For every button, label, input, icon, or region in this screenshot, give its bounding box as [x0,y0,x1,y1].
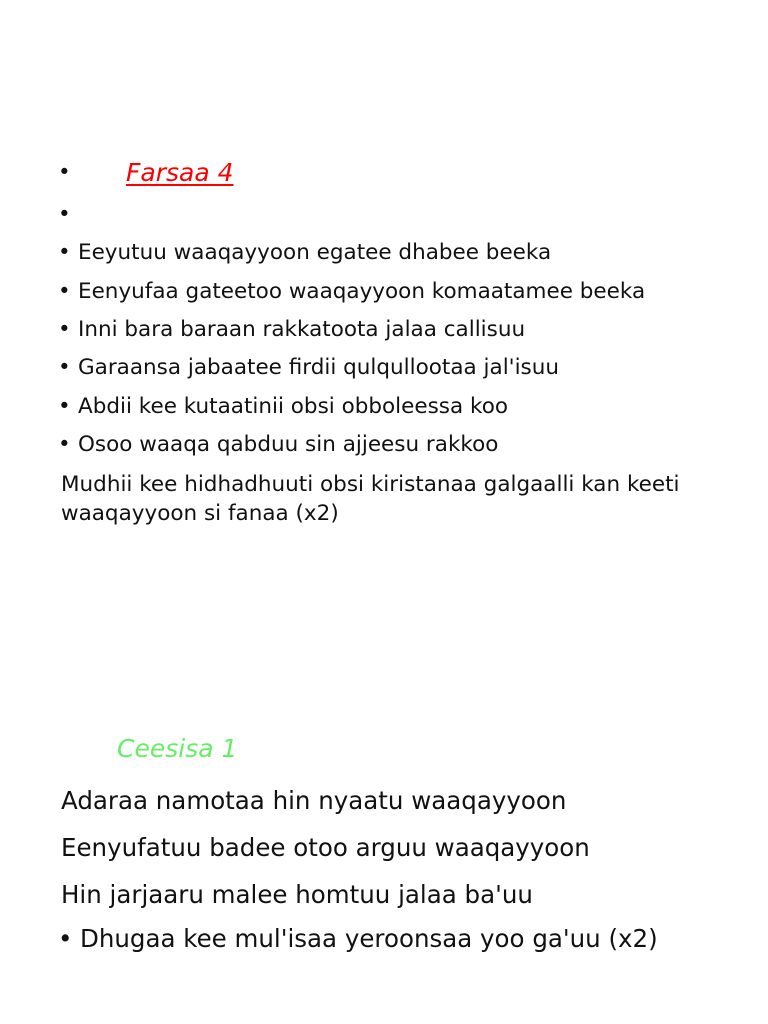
verse-line: Eeyutuu waaqayyoon egatee dhabee beeka [78,240,552,265]
bullet-marker: • [58,317,71,342]
verse-line: Garaansa jabaatee firdii qulqullootaa jal'isuu [78,355,560,380]
verse-closing: Mudhii kee hidhadhuuti obsi kiristanaa galgaalli kan keeti waaqayyoon si fanaa (x2) [61,472,680,526]
chorus-line: Adaraa namotaa hin nyaatu waaqayyoon [61,786,567,815]
verse-line: Osoo waaqa qabduu sin ajjeesu rakkoo [78,432,499,457]
verse-line: Eenyufaa gateetoo waaqayyoon komaatamee beeka [78,279,646,304]
bullet-marker-empty: • [58,202,71,227]
chorus-line: Eenyufatuu badee otoo arguu waaqayyoon [61,833,590,862]
verse-line: Inni bara baraan rakkatoota jalaa callisuu [78,317,526,342]
bullet-marker: • [58,924,73,953]
section-heading-farsaa: Farsaa 4 [126,158,234,187]
verse-line: Abdii kee kutaatinii obsi obboleessa koo [78,394,509,419]
bullet-marker: • [58,279,71,304]
bullet-marker: • [58,394,71,419]
bullet-marker: • [58,160,71,185]
chorus-line: Hin jarjaaru malee homtuu jalaa ba'uu [61,880,533,909]
section-heading-ceesisa: Ceesisa 1 [117,734,238,763]
bullet-marker: • [58,355,71,380]
chorus-bullet-line: Dhugaa kee mul'isaa yeroonsaa yoo ga'uu (x2) [80,924,658,953]
bullet-marker: • [58,240,71,265]
bullet-marker: • [58,432,71,457]
